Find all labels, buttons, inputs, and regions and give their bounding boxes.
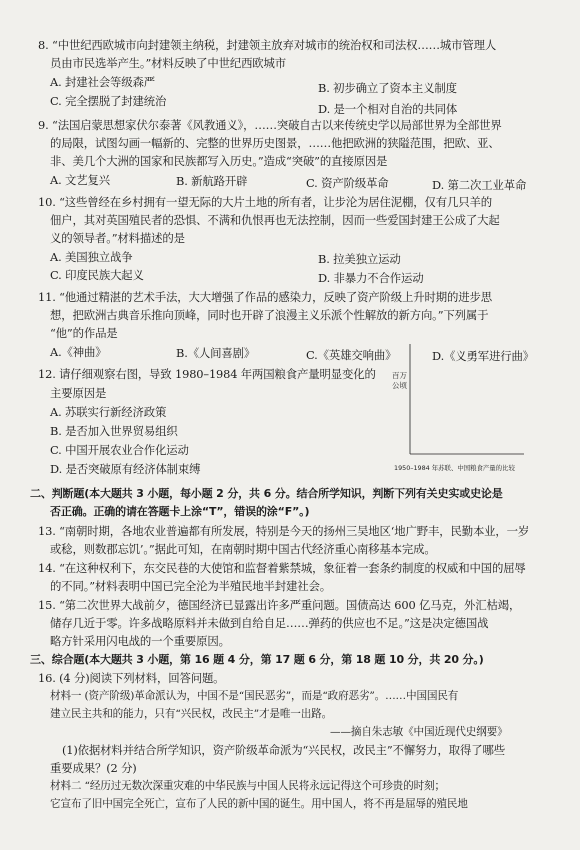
q8-option-d: D. 是一个相对自治的共同体: [318, 102, 458, 116]
q16-material1-line1: 材料一 (资产阶级)革命派认为，中国不是“国民恶劣”，而是“政府恶劣”。……中国国民有: [50, 690, 459, 702]
q9-option-a: A. 文艺复兴: [50, 173, 110, 187]
y-axis-label-line1: 百万: [392, 371, 407, 380]
q16-material1-source: ——摘自朱志敏《中国近现代史纲要》: [330, 726, 508, 738]
q11-option-a: A.《神曲》: [50, 345, 107, 359]
q13-line1: 13. “南朝时期，各地农业普遍都有所发展，特别是今天的扬州三吴地区‘地广野丰，民勤本业，一岁: [38, 524, 530, 538]
q14-line1: 14. “在这种权利下，东交民巷的大使馆和监督着紫禁城，象征着一套条约制度的权威和中国的屈辱: [38, 561, 526, 575]
grain-production-chart: [386, 336, 556, 474]
q14-line2: 的不同。”材料表明中国已完全沦为半殖民地半封建社会。: [50, 579, 331, 593]
q9-stem-line1: 9. “法国启蒙思想家伏尔泰著《风教通义》，……突破自古以来传统史学以局部世界为全部世界: [38, 118, 502, 132]
q10-stem-line1: 10. “这些曾经在乡村拥有一望无际的大片土地的所有者，让步沦为居住泥棚，仅有几只羊的: [38, 195, 492, 209]
q8-option-a: A. 封建社会等级森严: [50, 75, 155, 89]
q16-material1-line2: 建立民主共和的能力，只有“兴民权，改民主”才是唯一出路。: [50, 708, 333, 720]
q9-stem-line3: 非、美几个大洲的国家和民族都写入历史。”造成“突破”的直接原因是: [50, 154, 388, 168]
q10-option-d: D. 非暴力不合作运动: [318, 271, 424, 285]
q12-stem-line2: 主要原因是: [50, 386, 107, 400]
section2-heading-line1: 二、判断题(本大题共 3 小题，每小题 2 分，共 6 分。结合所学知识，判断下列有关史实或史论是: [30, 487, 503, 500]
q8-option-c: C. 完全摆脱了封建统治: [50, 94, 167, 108]
q9-option-d: D. 第二次工业革命: [432, 178, 527, 192]
q11-stem-line1: 11. “他通过精湛的艺术手法，大大增强了作品的感染力，反映了资产阶级上升时期的进步思: [38, 290, 492, 304]
q8-option-b: B. 初步确立了资本主义制度: [318, 81, 457, 95]
q12-option-c: C. 中国开展农业合作化运动: [50, 443, 189, 457]
q11-option-b: B.《人间喜剧》: [176, 346, 256, 360]
chart-caption: 1950–1984 年苏联、中国粮食产量的比较: [394, 464, 515, 472]
q11-stem-line2: 想，把欧洲古典音乐推向顶峰，同时也开辟了浪漫主义乐派个性解放的新方向。”下列属于: [50, 308, 489, 322]
q15-line2: 储存几近于零。许多战略原料并未做到自给自足……弹药的供应也不足。”这是决定德国战: [50, 616, 489, 630]
q16-material2-line1: 材料二 “经历过无数次深重灾难的中华民族与中国人民将永远记得这个可珍贵的时刻；: [50, 780, 445, 792]
q12-option-b: B. 是否加入世界贸易组织: [50, 424, 178, 438]
q9-option-b: B. 新航路开辟: [176, 174, 248, 188]
q9-stem-line2: 的局限，试图勾画一幅新的、完整的世界历史图景，……他把欧洲的狭隘范围，把欧、亚、: [50, 136, 500, 150]
section2-heading-line2: 否正确。正确的请在答题卡上涂“T”，错误的涂“F”。): [50, 505, 310, 518]
y-axis-label-line2: 公顷: [392, 381, 407, 390]
q12-stem-line1: 12. 请仔细观察右图，导致 1980–1984 年两国粮食产量明显变化的: [38, 367, 376, 381]
q11-stem-line3: “他”的作品是: [50, 326, 118, 340]
q10-option-b: B. 拉美独立运动: [318, 252, 401, 266]
q9-option-c: C. 资产阶级革命: [306, 176, 389, 190]
q16-stem: 16. (4 分)阅读下列材料，回答问题。: [38, 671, 225, 685]
q10-option-a: A. 美国独立战争: [50, 250, 133, 264]
q15-line1: 15. “第二次世界大战前夕，德国经济已显露出许多严重问题。国债高达 600 亿马克，外汇枯竭，: [38, 598, 521, 612]
q11-option-d: D.《义勇军进行曲》: [432, 349, 534, 363]
q11-option-c: C.《英雄交响曲》: [306, 348, 397, 362]
q8-stem-line1: 8. “中世纪西欧城市向封建领主纳税，封建领主放弃对城市的统治权和司法权……城市管理人: [38, 38, 497, 52]
q12-option-a: A. 苏联实行新经济政策: [50, 405, 167, 419]
section3-heading: 三、综合题(本大题共 3 小题，第 16 题 4 分，第 17 题 6 分，第 18 题 10 分，共 20 分。): [30, 653, 484, 666]
q13-line2: 或稔，则数郡忘饥’。”据此可知，在南朝时期中国古代经济重心南移基本完成。: [50, 542, 436, 556]
q16-material2-line2: 它宣布了旧中国完全死亡，宣布了人民的新中国的诞生。用中国人，将不再是屈辱的殖民地: [50, 798, 468, 810]
q10-option-c: C. 印度民族大起义: [50, 268, 144, 282]
q15-line3: 略方针采用闪电战的一个重要原因。: [50, 634, 230, 648]
q8-stem-line2: 员由市民选举产生。”材料反映了中世纪西欧城市: [50, 56, 287, 70]
q10-stem-line3: 义的领导者。”材料描述的是: [50, 231, 185, 245]
q16-sub1-line1: (1)依据材料并结合所学知识，资产阶级革命派为“兴民权，改民主”不懈努力，取得了哪些: [62, 743, 505, 757]
q12-option-d: D. 是否突破原有经济体制束缚: [50, 462, 201, 476]
q10-stem-line2: 佃户，其对英国殖民者的恐惧、不满和仇恨再也无法控制，因而一些爱国封建王公成了大起: [50, 213, 500, 227]
q16-sub1-line2: 重要成果？(2 分): [50, 761, 137, 775]
